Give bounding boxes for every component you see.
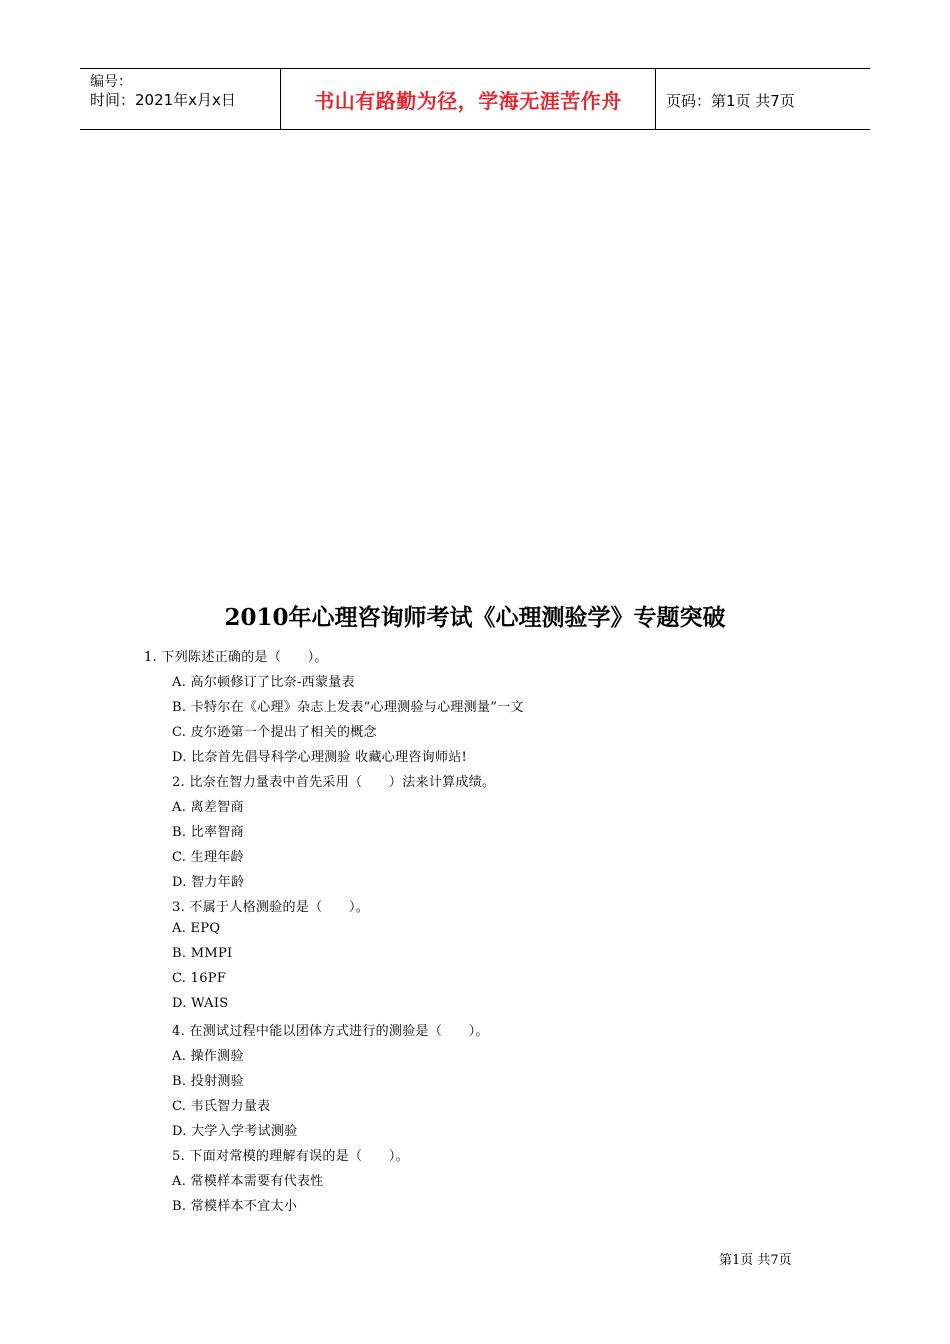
option-3a: A. EPQ bbox=[172, 921, 221, 936]
header-motto-cell bbox=[280, 69, 656, 129]
option-2b: B. 比率智商 bbox=[172, 825, 244, 840]
option-1b: B. 卡特尔在《心理》杂志上发表“心理测验与心理测量”一文 bbox=[172, 700, 524, 715]
page-header bbox=[80, 68, 870, 130]
option-3c: C. 16PF bbox=[172, 971, 227, 986]
option-4a: A. 操作测验 bbox=[172, 1049, 244, 1064]
option-1a: A. 高尔顿修订了比奈-西蒙量表 bbox=[172, 675, 355, 690]
option-5a: A. 常模样本需要有代表性 bbox=[172, 1174, 324, 1189]
option-2c: C. 生理年龄 bbox=[172, 850, 244, 865]
header-info-cell bbox=[80, 69, 280, 129]
question-5: 5. 下面对常模的理解有误的是（ ）。 bbox=[172, 1149, 410, 1164]
header-page-cell bbox=[656, 69, 870, 129]
option-4d: D. 大学入学考试测验 bbox=[172, 1124, 298, 1139]
option-5b: B. 常模样本不宜太小 bbox=[172, 1199, 298, 1214]
option-3d: D. WAIS bbox=[172, 996, 229, 1011]
option-4b: B. 投射测验 bbox=[172, 1074, 244, 1089]
question-2: 2. 比奈在智力量表中首先采用（ ）法来计算成绩。 bbox=[172, 775, 496, 790]
option-1c: C. 皮尔逊第一个提出了相关的概念 bbox=[172, 725, 377, 740]
option-2d: D. 智力年龄 bbox=[172, 875, 245, 890]
header-time: 时间：2021年x月x日 bbox=[90, 91, 236, 109]
option-3b: B. MMPI bbox=[172, 946, 233, 961]
question-4: 4. 在测试过程中能以团体方式进行的测验是（ ）。 bbox=[172, 1024, 489, 1039]
page-footer: 第1页 共7页 bbox=[719, 1253, 792, 1268]
header-page-number: 页码：第1页 共7页 bbox=[666, 92, 795, 110]
header-motto: 书山有路勤为径，学海无涯苦作舟 bbox=[314, 89, 622, 113]
question-3: 3. 不属于人格测验的是（ ）。 bbox=[172, 900, 370, 915]
option-4c: C. 韦氏智力量表 bbox=[172, 1099, 271, 1114]
serial-label: 编号： bbox=[90, 74, 132, 90]
document-title: 2010年心理咨询师考试《心理测验学》专题突破 bbox=[224, 604, 726, 631]
option-1d: D. 比奈首先倡导科学心理测验 收藏心理咨询师站! bbox=[172, 750, 468, 765]
question-1: 1. 下列陈述正确的是（ ）。 bbox=[144, 650, 328, 665]
option-2a: A. 离差智商 bbox=[172, 800, 244, 815]
